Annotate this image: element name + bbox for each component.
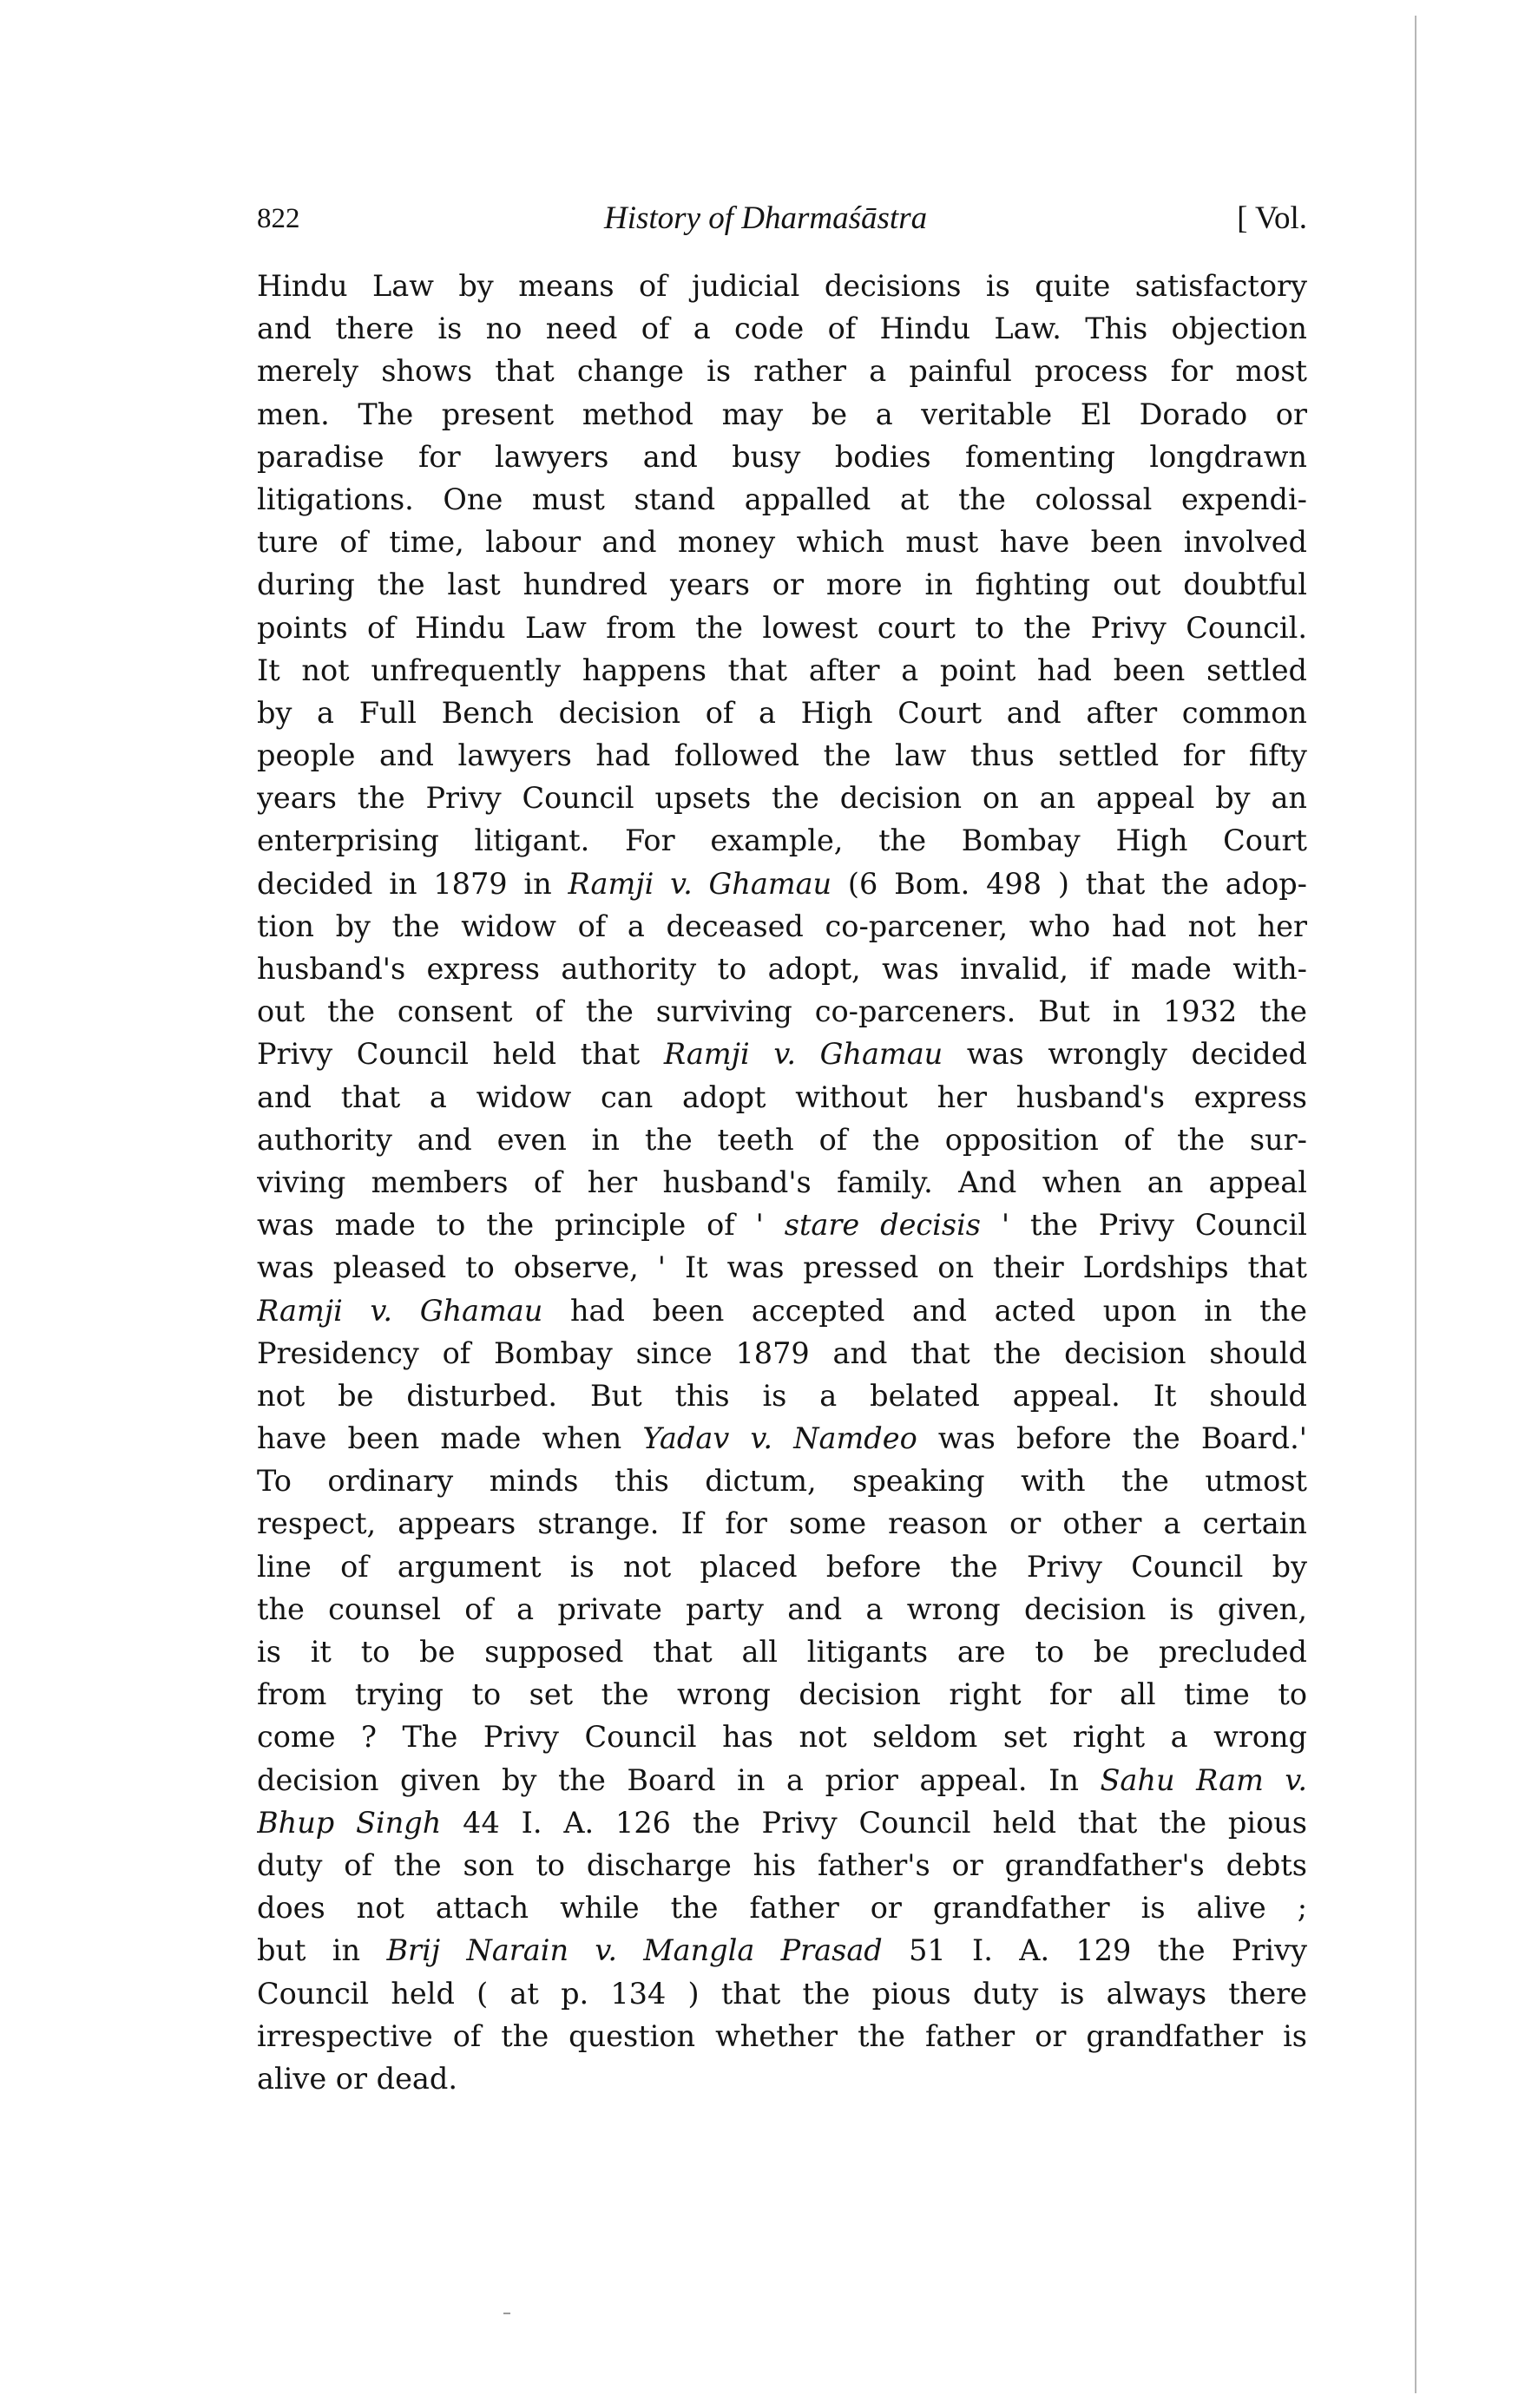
- text-line: [257, 1417, 1307, 1460]
- text-segment: not be disturbed. But this is a belated appeal. It should: [257, 1378, 1307, 1413]
- text-segment: does not attach while the father or grandfather is alive ;: [257, 1891, 1307, 1926]
- text-segment: decision given by the Board in a prior appeal. In: [257, 1762, 1101, 1797]
- text-segment: litigations. One must stand appalled at the colossal expendi-: [257, 482, 1307, 516]
- text-line: [257, 1119, 1307, 1161]
- text-line: [257, 649, 1307, 692]
- text-segment: was before the Board.': [917, 1421, 1307, 1456]
- text-segment: was wrongly decided: [943, 1037, 1307, 1072]
- text-line: [257, 478, 1307, 521]
- text-line: [257, 1929, 1307, 1972]
- text-line: [257, 436, 1307, 478]
- text-segment: tion by the widow of a deceased co-parcener, who had not her: [257, 909, 1307, 943]
- page-number: 822: [257, 203, 300, 234]
- text-segment: ture of time, labour and money which must have been involved: [257, 525, 1307, 560]
- text-segment: was made to the principle of ': [257, 1208, 785, 1243]
- running-title: History of Dharmaśāstra: [604, 200, 928, 236]
- case-citation: Bhup Singh: [257, 1805, 442, 1840]
- text-line: [257, 1716, 1307, 1758]
- text-segment: people and lawyers had followed the law thus settled for fifty: [257, 738, 1307, 773]
- text-segment: To ordinary minds this dictum, speaking with the utmost: [257, 1464, 1307, 1499]
- text-line: [257, 734, 1307, 777]
- text-segment: paradise for lawyers and busy bodies fomenting longdrawn: [257, 439, 1307, 474]
- text-line: [257, 1076, 1307, 1119]
- text-segment: irrespective of the question whether the father or grandfather is: [257, 2018, 1307, 2053]
- text-line: [257, 1332, 1307, 1375]
- case-citation: Yadav v. Namdeo: [642, 1421, 917, 1456]
- volume-label: [ Vol.: [1237, 200, 1307, 236]
- footer-mark: [503, 2313, 510, 2314]
- text-segment: and that a widow can adopt without her husband's express: [257, 1079, 1307, 1114]
- text-line: [257, 393, 1307, 436]
- text-segment: duty of the son to discharge his father's or grandfather's debts: [257, 1847, 1307, 1882]
- text-line: [257, 1460, 1307, 1502]
- text-line: [257, 563, 1307, 606]
- text-line: [257, 692, 1307, 734]
- text-segment: viving members of her husband's family. And when an appeal: [257, 1165, 1307, 1199]
- text-segment: and there is no need of a code of Hindu Law. This objection: [257, 312, 1307, 346]
- text-line: [257, 521, 1307, 563]
- text-segment: Presidency of Bombay since 1879 and that the decision should: [257, 1335, 1307, 1370]
- text-segment: was pleased to observe, ' It was pressed on their Lordships that: [257, 1250, 1307, 1285]
- text-line: [257, 863, 1307, 905]
- case-citation: Ramji v. Ghamau: [257, 1293, 543, 1328]
- case-citation: stare decisis: [784, 1208, 981, 1243]
- text-segment: is it to be supposed that all litigants are to be precluded: [257, 1635, 1307, 1669]
- text-line: [257, 1161, 1307, 1204]
- text-segment: 44 I. A. 126 the Privy Council held that the pious: [441, 1805, 1307, 1840]
- text-line: [257, 1033, 1307, 1075]
- text-line: [257, 1375, 1307, 1417]
- text-segment: Council held ( at p. 134 ) that the pious duty is always there: [257, 1976, 1307, 2011]
- text-segment: ' the Privy Council: [980, 1208, 1307, 1243]
- case-citation: Brij Narain v. Mangla Prasad: [386, 1933, 883, 1968]
- text-segment: years the Privy Council upsets the decision on an appeal by an: [257, 781, 1307, 816]
- text-segment: enterprising litigant. For example, the Bombay High Court: [257, 823, 1307, 858]
- text-line: [257, 905, 1307, 948]
- text-segment: merely shows that change is rather a painful process for most: [257, 354, 1307, 389]
- text-segment: (6 Bom. 498 ) that the adop-: [831, 866, 1307, 901]
- text-segment: decided in 1879 in: [257, 866, 569, 901]
- text-segment: during the last hundred years or more in fighting out doubtful: [257, 568, 1307, 602]
- page-header: [257, 198, 1307, 250]
- text-segment: 51 I. A. 129 the Privy: [882, 1933, 1307, 1968]
- text-line: [257, 1588, 1307, 1630]
- text-line: [257, 819, 1307, 862]
- text-line: [257, 1289, 1307, 1332]
- text-segment: had been accepted and acted upon in the: [542, 1293, 1307, 1328]
- text-line: [257, 1673, 1307, 1716]
- text-segment: have been made when: [257, 1421, 643, 1456]
- text-line: [257, 1886, 1307, 1929]
- text-line: [257, 1545, 1307, 1588]
- text-line: [257, 607, 1307, 649]
- text-line: [257, 1204, 1307, 1246]
- text-line: [257, 990, 1307, 1033]
- text-segment: points of Hindu Law from the lowest court to the Privy Council.: [257, 610, 1307, 645]
- text-line: [257, 2015, 1307, 2057]
- text-line: [257, 265, 1307, 307]
- text-segment: Hindu Law by means of judicial decisions is quite satisfactory: [257, 269, 1307, 303]
- text-segment: men. The present method may be a veritable El Dorado or: [257, 397, 1307, 431]
- text-segment: It not unfrequently happens that after a point had been settled: [257, 653, 1307, 687]
- case-citation: Ramji v. Ghamau: [568, 866, 832, 901]
- text-line: [257, 1972, 1307, 2015]
- text-segment: but in: [257, 1933, 387, 1968]
- text-line: [257, 777, 1307, 819]
- text-line: [257, 1502, 1307, 1545]
- text-line: [257, 1801, 1307, 1844]
- text-segment: Privy Council held that: [257, 1037, 664, 1072]
- case-citation: Sahu Ram v.: [1100, 1762, 1307, 1797]
- text-segment: come ? The Privy Council has not seldom set right a wrong: [257, 1720, 1307, 1755]
- text-segment: respect, appears strange. If for some reason or other a certain: [257, 1506, 1307, 1541]
- text-line: [257, 1630, 1307, 1673]
- body-paragraph: [257, 265, 1307, 2100]
- text-segment: the counsel of a private party and a wrong decision is given,: [257, 1591, 1307, 1626]
- text-segment: alive or dead.: [257, 2061, 457, 2096]
- text-line: [257, 1844, 1307, 1886]
- text-line: [257, 2057, 1307, 2100]
- text-segment: authority and even in the teeth of the opposition of the sur-: [257, 1122, 1307, 1157]
- text-segment: out the consent of the surviving co-parceners. But in 1932 the: [257, 994, 1307, 1029]
- page-edge-rule: [1415, 16, 1416, 2393]
- text-line: [257, 350, 1307, 392]
- case-citation: Ramji v. Ghamau: [663, 1037, 943, 1072]
- text-line: [257, 1759, 1307, 1801]
- text-segment: husband's express authority to adopt, was invalid, if made with-: [257, 952, 1307, 986]
- text-line: [257, 1246, 1307, 1289]
- text-line: [257, 307, 1307, 350]
- text-segment: by a Full Bench decision of a High Court and after common: [257, 695, 1307, 730]
- text-segment: line of argument is not placed before the Privy Council by: [257, 1549, 1307, 1584]
- text-segment: from trying to set the wrong decision right for all time to: [257, 1677, 1307, 1712]
- text-line: [257, 948, 1307, 990]
